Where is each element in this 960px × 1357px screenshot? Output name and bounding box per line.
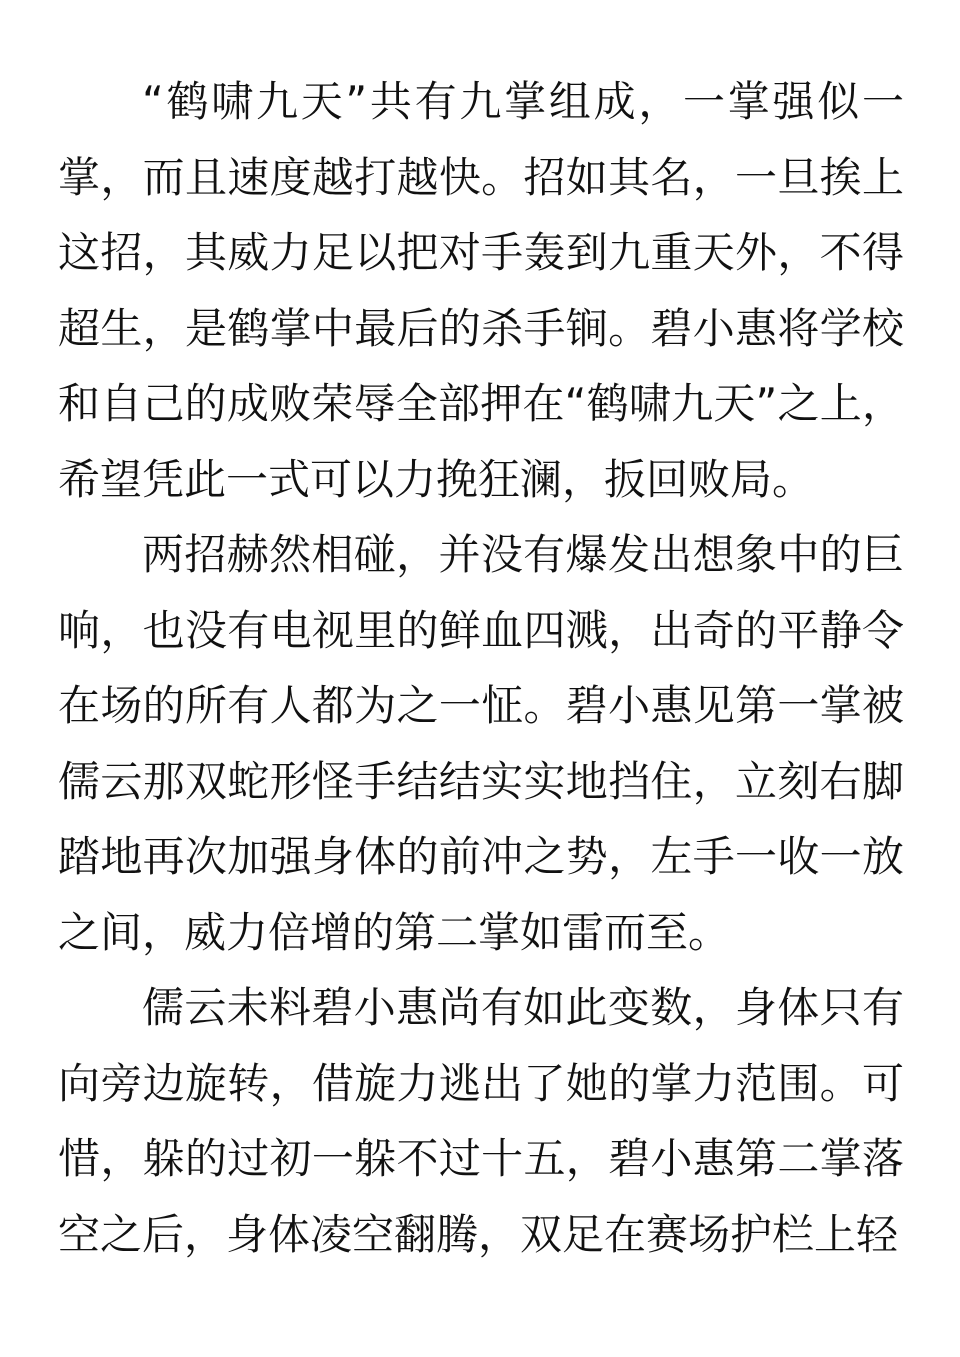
paragraph-1: “鹤啸九天”共有九掌组成，一掌强似一掌，而且速度越打越快。招如其名，一旦挨上这招，其威力足以把对手轰到九重天外，不得超生，是鹤掌中最后的杀手锏。碧小惠将学校和自己的成败荣辱全部押在“鹤啸九天”之上，希望凭此一式可以力挽狂澜，扳回败局。	[58, 77, 904, 504]
paragraph-2: 两招赫然相碰，并没有爆发出想象中的巨响，也没有电视里的鲜血四溅，出奇的平静令在场的所有人都为之一怔。碧小惠见第一掌被儒云那双蛇形怪手结结实实地挡住，立刻右脚踏地再次加强身体的前冲之势，左手一收一放之间，威力倍增的第二掌如雷而至。	[58, 530, 904, 957]
document-page	[58, 64, 904, 1272]
paragraph-3: 儒云未料碧小惠尚有如此变数，身体只有向旁边旋转，借旋力逃出了她的掌力范围。可惜，躲的过初一躲不过十五，碧小惠第二掌落空之后，身体凌空翻腾，双足在赛场护栏上轻	[58, 983, 904, 1259]
